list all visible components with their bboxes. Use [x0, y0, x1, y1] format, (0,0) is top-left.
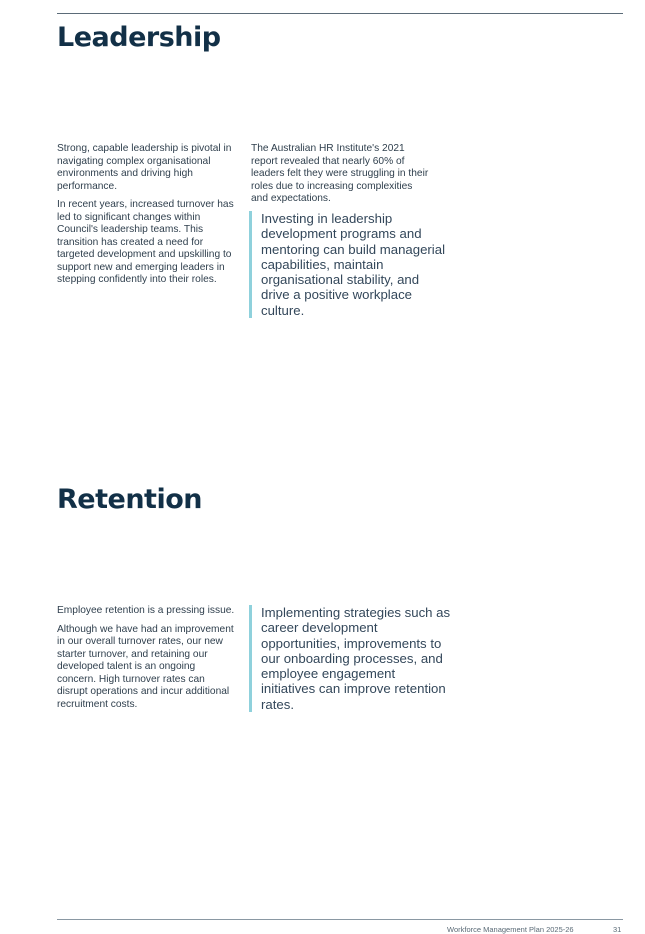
top-rule: [57, 13, 623, 14]
leadership-right-column: [251, 143, 431, 212]
leadership-statistic-paragraph: The Australian HR Institute's 2021 report revealed that nearly 60% of leaders felt they were struggling in their roles due to increasing complexities and expectations.: [251, 143, 429, 204]
footer-rule: [57, 919, 623, 920]
retention-heading: Retention: [57, 484, 202, 515]
leadership-paragraph-2: In recent years, increased turnover has led to significant changes within Council's leadership teams. This transition has created a need for targeted development and upskilling to support new and emerging leaders in stepping confidently into their roles.: [57, 199, 234, 285]
leadership-pull-quote: Investing in leadership development programs and mentoring can build managerial capabilities, maintain organisational stability, and drive a positive workplace culture.: [249, 211, 451, 318]
leadership-left-column: [57, 143, 237, 293]
retention-left-column: [57, 605, 237, 717]
footer-page-number: 31: [613, 925, 622, 934]
retention-paragraph-1: Employee retention is a pressing issue.: [57, 605, 235, 616]
footer-document-title: Workforce Management Plan 2025-26: [447, 925, 574, 934]
leadership-paragraph-1: Strong, capable leadership is pivotal in navigating complex organisational environments and driving high performance.: [57, 143, 232, 192]
retention-paragraph-2: Although we have had an improvement in our overall turnover rates, our new starter turnover, and retaining our developed talent is an ongoing concern. High turnover rates can disrupt operations and incur additional recruitment costs.: [57, 623, 234, 710]
retention-pull-quote: Implementing strategies such as career development opportunities, improvements to our onboarding processes, and employee engagement initiatives can improve retention rates.: [249, 605, 451, 712]
leadership-heading: Leadership: [57, 22, 221, 53]
